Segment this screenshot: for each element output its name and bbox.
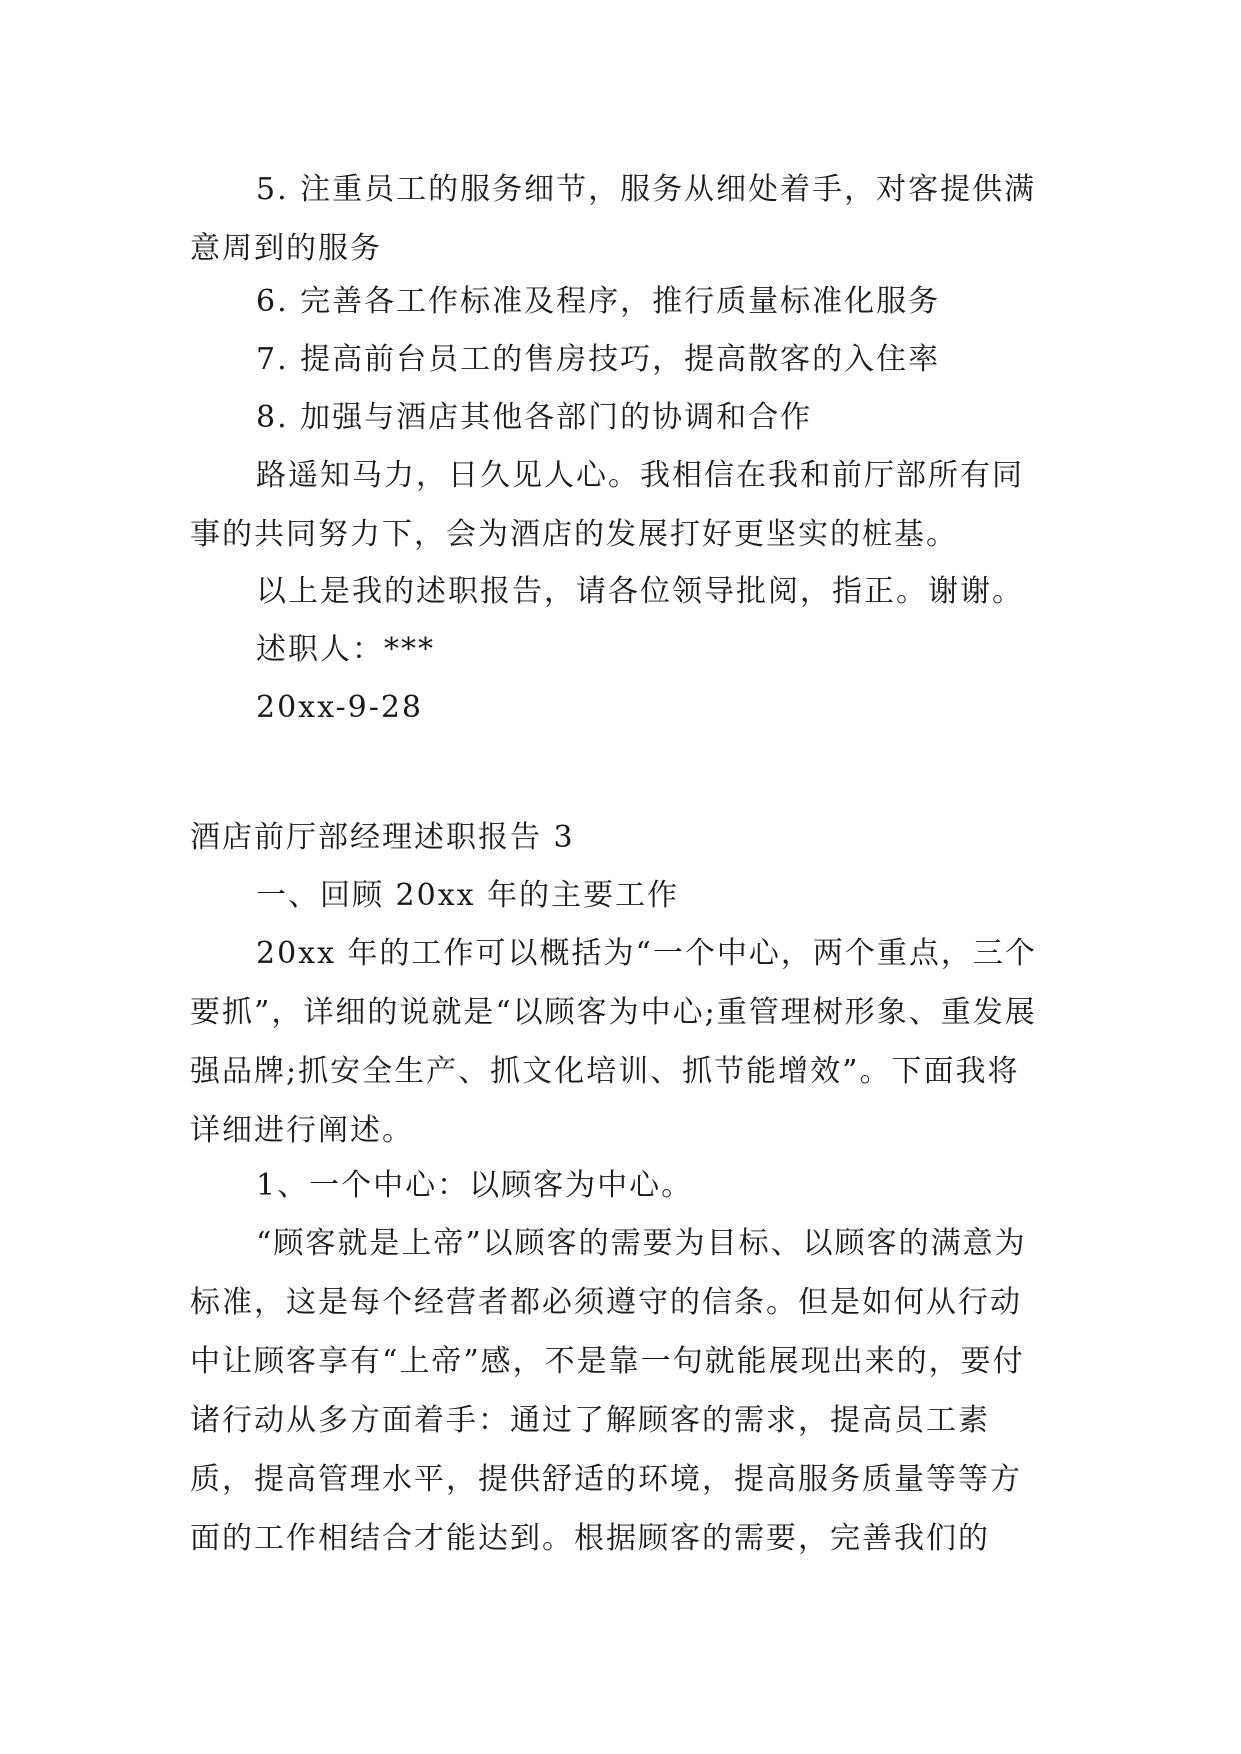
section-title: 酒店前厅部经理述职报告 3 <box>190 820 575 855</box>
signer-line: 述职人：*** <box>256 632 435 667</box>
item-8-paragraph: 8. 加强与酒店其他各部门的协调和合作 <box>256 400 813 435</box>
closing-paragraph: 路遥知马力，日久见人心。我相信在我和前厅部所有同事的共同努力下，会为酒店的发展打好更坚实的桩基。 <box>190 458 1024 552</box>
customer-paragraph: “顾客就是上帝”以顾客的需要为目标、以顾客的满意为标准，这是每个经营者都必须遵守的信条。但是如何从行动中让顾客享有“上帝”感，不是靠一句就能展现出来的，要付诸行动从多方面着手：通过了解顾客的需求，提高员工素质，提高管理水平，提供舒适的环境，提高服务质量等等方面的工作相结合才能达到。根据顾客的需要，完善我们的 <box>190 1226 1027 1556</box>
date-line: 20xx-9-28 <box>256 690 424 725</box>
section-heading-1: 一、回顾 20xx 年的主要工作 <box>256 878 680 913</box>
report-end-paragraph: 以上是我的述职报告，请各位领导批阅，指正。谢谢。 <box>256 574 1024 609</box>
item-5-paragraph: 5. 注重员工的服务细节，服务从细处着手，对客提供满意周到的服务 <box>190 172 1037 266</box>
item-6-paragraph: 6. 完善各工作标准及程序，推行质量标准化服务 <box>256 284 941 319</box>
summary-paragraph: 20xx 年的工作可以概括为“一个中心，两个重点，三个要抓”，详细的说就是“以顾客为中心;重管理树形象、重发展强品牌;抓安全生产、抓文化培训、抓节能增效”。下面我将详细进行阐述。 <box>190 936 1037 1148</box>
point-1-heading: 1、一个中心：以顾客为中心。 <box>256 1168 694 1203</box>
item-7-paragraph: 7. 提高前台员工的售房技巧，提高散客的入住率 <box>256 342 941 377</box>
